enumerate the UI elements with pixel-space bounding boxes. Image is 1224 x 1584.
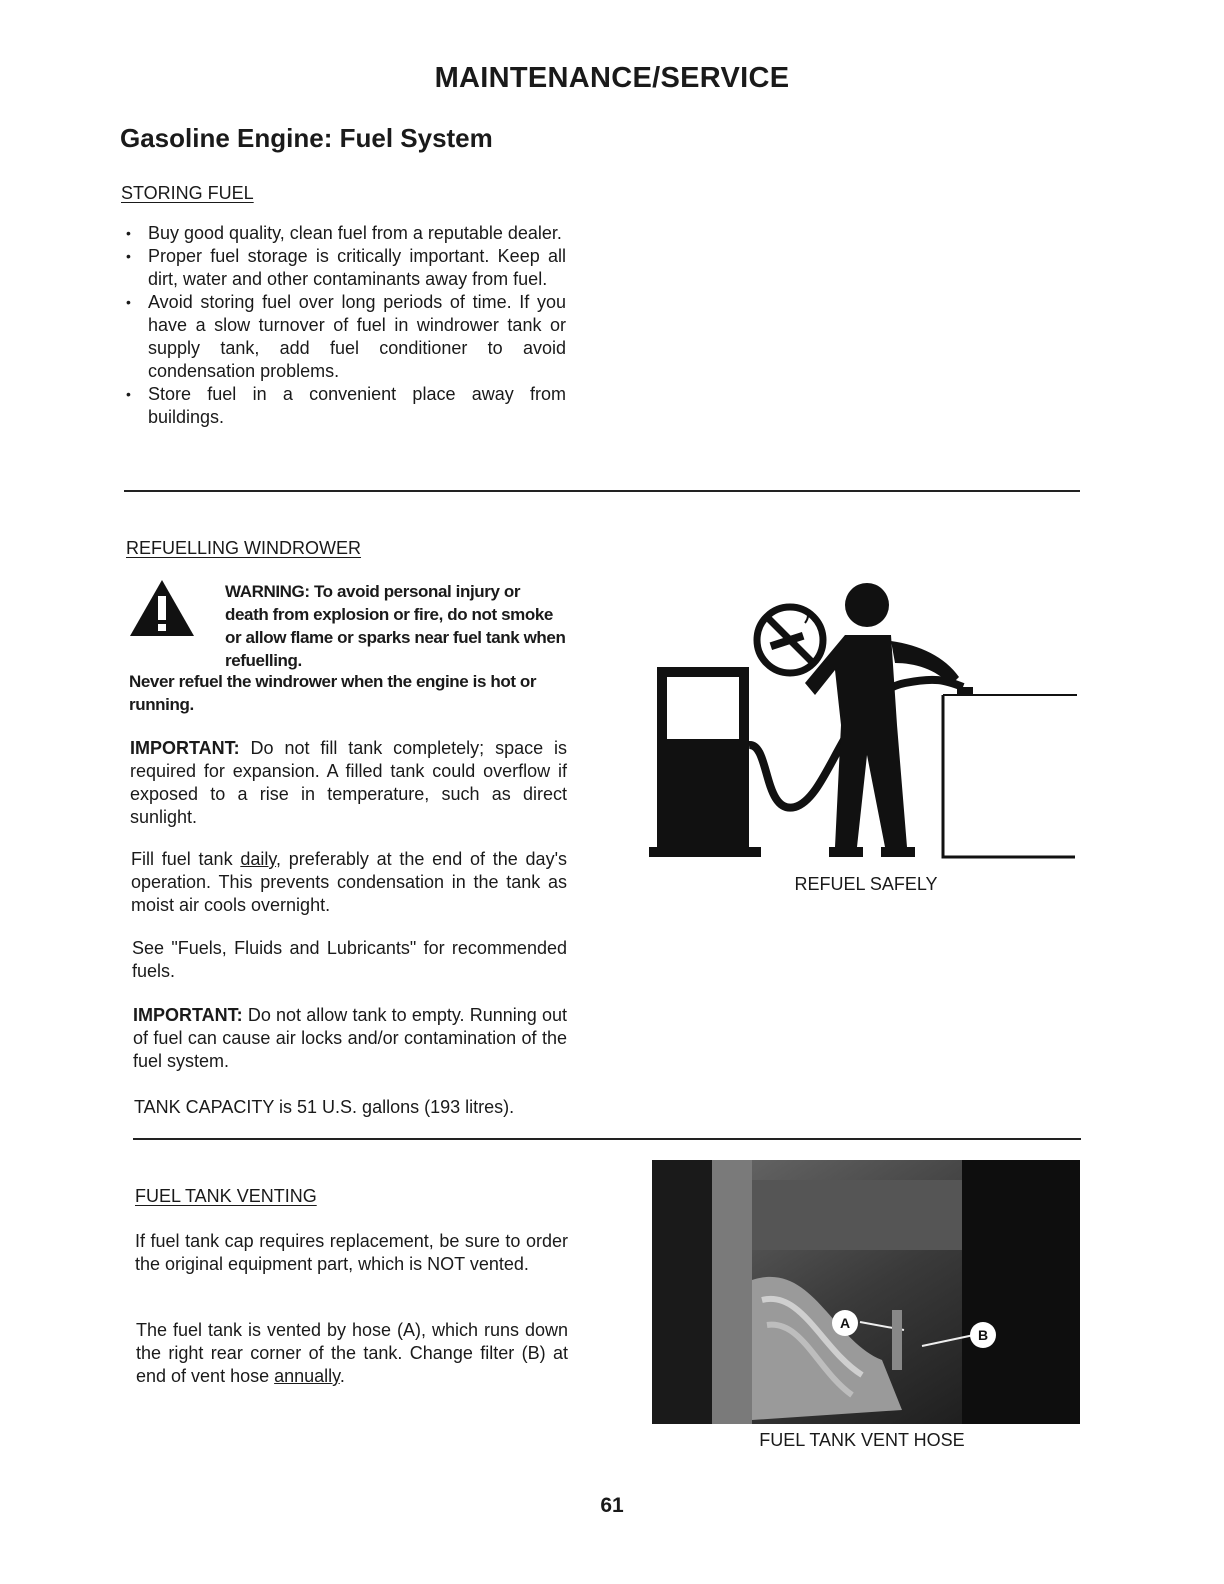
page-header: MAINTENANCE/SERVICE xyxy=(434,62,790,94)
important-text: Do not fill tank completely; space is required for expansion. A filled tank could overflow if exposed to a rise in temperature, such as direct sunlight. xyxy=(130,738,567,827)
section-divider xyxy=(133,1138,1081,1140)
important-label: IMPORTANT: xyxy=(130,738,240,758)
list-item: • Avoid storing fuel over long periods of time. If you have a slow turnover of fuel in windrower tank or supply tank, add fuel conditioner to avoid condensation problems. xyxy=(122,291,566,383)
section-divider xyxy=(124,490,1080,492)
fill-text-start: Fill fuel tank xyxy=(131,849,241,869)
never-refuel-text: Never refuel the windrower when the engine is hot or running. xyxy=(129,672,537,714)
refuel-safely-illustration xyxy=(645,575,1085,865)
venting-para2 xyxy=(136,1319,568,1388)
venting-heading: FUEL TANK VENTING xyxy=(135,1186,317,1206)
warning-icon xyxy=(128,578,196,638)
venting-text-end: . xyxy=(339,1366,345,1386)
callout-a: A xyxy=(832,1310,858,1336)
tank-capacity: TANK CAPACITY is 51 U.S. gallons (193 litres). xyxy=(134,1097,515,1117)
refuelling-heading: REFUELLING WINDROWER xyxy=(126,538,362,558)
section-title: Gasoline Engine: Fuel System xyxy=(120,123,493,153)
warning-text: WARNING: To avoid personal injury or death from explosion or fire, do not smoke or allow flame or sparks near fuel tank when refuelling. xyxy=(225,582,566,670)
vent-hose-caption: FUEL TANK VENT HOSE xyxy=(759,1430,965,1450)
fill-text-end: , preferably at the end of the day's operation. This prevents condensation in the tank as moist air cools overnight. xyxy=(131,849,567,915)
fuel-tank-icon xyxy=(943,687,1077,857)
storing-fuel-heading: STORING FUEL xyxy=(121,183,254,203)
fuel-pump-icon xyxy=(649,667,761,857)
important-empty xyxy=(133,1004,567,1073)
vent-hose-photo xyxy=(652,1160,1080,1424)
page-number: 61 xyxy=(600,1494,624,1517)
fill-daily-word: daily xyxy=(240,849,277,869)
important-label: IMPORTANT: xyxy=(133,1005,243,1025)
annually-word: annually xyxy=(274,1366,340,1386)
important-expansion xyxy=(130,737,567,829)
person-icon xyxy=(805,583,959,857)
important-text: Do not allow tank to empty. Running out of fuel can cause air locks and/or contamination of the fuel system. xyxy=(133,1005,567,1071)
no-smoking-icon xyxy=(757,607,823,673)
list-item: • Store fuel in a convenient place away from buildings. xyxy=(122,383,566,429)
see-fuels-paragraph: See "Fuels, Fluids and Lubricants" for recommended fuels. xyxy=(132,938,567,981)
venting-para1: If fuel tank cap requires replacement, be sure to order the original equipment part, which is NOT vented. xyxy=(135,1231,568,1274)
callout-b: B xyxy=(970,1322,996,1348)
refuel-caption: REFUEL SAFELY xyxy=(794,874,938,894)
venting-text-start: The fuel tank is vented by hose (A), which runs down the right rear corner of the tank. Change filter (B) at end of vent hose xyxy=(136,1320,568,1386)
fill-daily-paragraph xyxy=(131,848,567,917)
list-item: • Buy good quality, clean fuel from a reputable dealer. xyxy=(122,222,566,245)
list-item: • Proper fuel storage is critically important. Keep all dirt, water and other contaminants away from fuel. xyxy=(122,245,566,291)
storing-fuel-list xyxy=(122,222,566,429)
engine-photo-icon xyxy=(652,1160,1080,1424)
